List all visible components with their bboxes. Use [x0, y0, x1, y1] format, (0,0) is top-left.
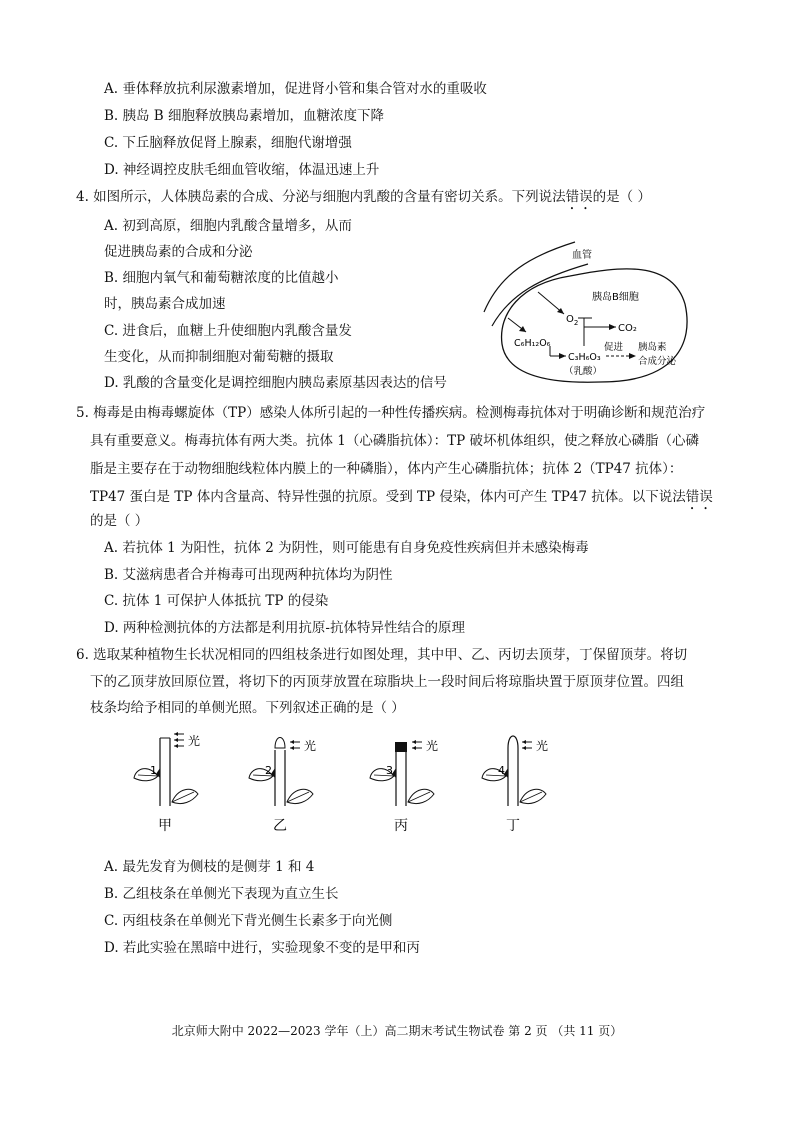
bud-number-2: 2 — [265, 764, 272, 777]
synthesis-label: 合成分泌 — [638, 356, 677, 367]
q3-option-d: D. 神经调控皮肤毛细血管收缩，体温迅速上升 — [104, 162, 380, 178]
q4-option-a-line1: A. 初到高原，细胞内乳酸含量增多，从而 — [104, 218, 352, 234]
q6-option-d: D. 若此实验在黑暗中进行，实验现象不变的是甲和丙 — [104, 940, 420, 956]
q5-option-c: C. 抗体 1 可保护人体抵抗 TP 的侵染 — [104, 593, 329, 609]
light-label-bing: 光 — [426, 739, 439, 753]
q4-emphasis-wrong: 错误 — [565, 189, 593, 205]
plant-name-bing: 丙 — [394, 818, 408, 834]
branch-jia — [134, 732, 200, 834]
q4-stem: 4. 如图所示，人体胰岛素的合成、分泌与细胞内乳酸的含量有密切关系。下列说法错误的是（ ） — [76, 189, 651, 205]
q5-option-b: B. 艾滋病患者合并梅毒可出现两种抗体均为阴性 — [104, 567, 393, 583]
lactic-formula: C₃H₆O₃ — [568, 352, 601, 363]
branch-bing — [370, 738, 438, 834]
q4-option-c-line2: 生变化，从而抑制细胞对葡萄糖的摄取 — [104, 349, 334, 365]
branch-ding — [482, 736, 548, 834]
plant-name-ding: 丁 — [506, 818, 520, 834]
q3-option-a: A. 垂体释放抗利尿激素增加，促进肾小管和集合管对水的重吸收 — [104, 81, 487, 97]
cell-label: 胰岛B细胞 — [592, 292, 639, 303]
q5-stem-line5: 的是（ ） — [90, 513, 149, 529]
agar-block — [395, 742, 407, 752]
q4-option-c-line1: C. 进食后，血糖上升使细胞内乳酸含量发 — [104, 323, 352, 339]
co2-label: CO₂ — [618, 323, 637, 334]
q5-emphasis-wrong: 错误 — [685, 489, 713, 505]
o2-label: $O_2$ — [566, 314, 579, 327]
q5-option-d: D. 两种检测抗体的方法都是利用抗原-抗体特异性结合的原理 — [104, 620, 465, 636]
q4-option-b-line2: 时，胰岛素合成加速 — [104, 296, 226, 312]
plant-name-jia: 甲 — [158, 818, 172, 834]
q5-stem-line3: 脂是主要存在于动物细胞线粒体内膜上的一种磷脂），体内产生心磷脂抗体；抗体 2（TP47 抗体）： — [90, 461, 683, 477]
q5-option-a: A. 若抗体 1 为阳性，抗体 2 为阴性，则可能患有自身免疫性疾病但并未感染梅毒 — [104, 540, 589, 556]
tip-ding — [508, 736, 518, 806]
q6-figure-branches — [120, 728, 580, 838]
vessel-label: 血管 — [572, 250, 592, 261]
q6-option-c: C. 丙组枝条在单侧光下背光侧生长素多于向光侧 — [104, 913, 393, 929]
q6-option-b: B. 乙组枝条在单侧光下表现为直立生长 — [104, 886, 339, 902]
light-label-yi: 光 — [304, 739, 317, 753]
bud-number-4: 4 — [498, 764, 505, 777]
promote-label: 促进 — [604, 342, 624, 353]
q3-option-b: B. 胰岛 B 细胞释放胰岛素增加，血糖浓度下降 — [104, 108, 385, 124]
q4-option-a-line2: 促进胰岛素的合成和分泌 — [104, 244, 253, 260]
q6-stem-line3: 枝条均给予相同的单侧光照。下列叙述正确的是（ ） — [90, 700, 405, 716]
q3-option-c: C. 下丘脑释放促肾上腺素，细胞代谢增强 — [104, 135, 352, 151]
light-label-ding: 光 — [536, 739, 549, 753]
glucose-label: C₆H₁₂O₆ — [514, 338, 551, 349]
q4-option-b-line1: B. 细胞内氧气和葡萄糖浓度的比值越小 — [104, 270, 339, 286]
bud-number-3: 3 — [386, 764, 393, 777]
q6-stem-line1: 6. 选取某种植物生长状况相同的四组枝条进行如图处理，其中甲、乙、丙切去顶芽，丁保留顶芽。将切 — [76, 647, 688, 663]
light-arrows-jia — [174, 732, 184, 748]
bud-number-1: 1 — [150, 764, 157, 777]
plant-name-yi: 乙 — [273, 818, 287, 834]
tip-yi — [275, 738, 285, 749]
page-footer: 北京师大附中 2022—2023 学年（上）高二期末考试生物试卷 第 2 页 （共 11 页） — [171, 1024, 623, 1038]
q5-stem-line1: 5. 梅毒是由梅毒螺旋体（TP）感染人体所引起的一种性传播疾病。检测梅毒抗体对于明确诊断和规范治疗 — [76, 405, 706, 421]
q6-option-a: A. 最先发育为侧枝的是侧芽 1 和 4 — [104, 859, 315, 875]
q5-stem-line2: 具有重要意义。梅毒抗体有两大类。抗体 1（心磷脂抗体）：TP 破坏机体组织，使之释放心磷脂（心磷 — [90, 433, 700, 449]
light-label-jia: 光 — [188, 734, 201, 748]
q6-stem-line2: 下的乙顶芽放回原位置，将切下的丙顶芽放置在琼脂块上一段时间后将琼脂块置于原顶芽位置。四组 — [90, 674, 684, 690]
branch-yi — [249, 738, 316, 835]
q5-stem-line4: TP47 蛋白是 TP 体内含量高、特异性强的抗原。受到 TP 侵染，体内可产生 TP47 抗体。以下说法错误 — [90, 489, 713, 505]
insulin-label: 胰岛素 — [638, 342, 667, 353]
q4-figure-islet-cell — [480, 234, 700, 394]
lactic-name: （乳酸） — [564, 366, 603, 377]
q4-option-d: D. 乳酸的含量变化是调控细胞内胰岛素原基因表达的信号 — [104, 375, 447, 391]
